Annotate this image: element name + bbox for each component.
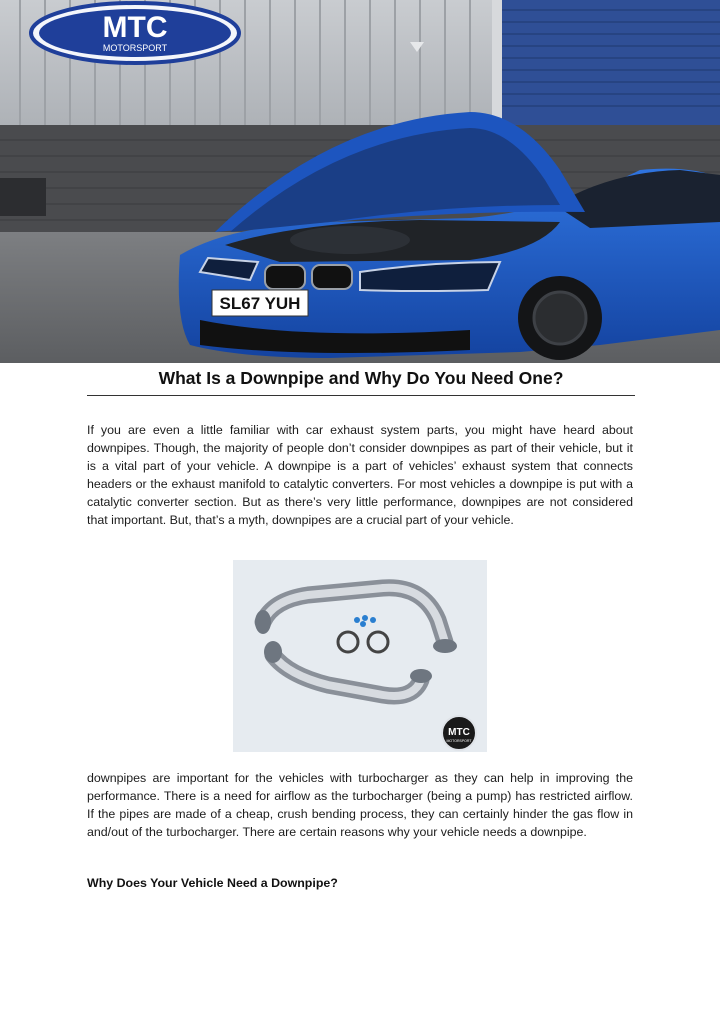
logo-main-text: MTC xyxy=(102,11,168,44)
intro-paragraph: If you are even a little familiar with car exhaust system parts, you might have heard about downpipes. Though, the majority of people don’t consider downpipes as part of their vehicle, but it is a vital part of your vehicle. A downpipe is a part of vehicles’ exhaust system that connects headers or the exhaust manifold to catalytic converters. For most vehicles a downpipe is put with a catalytic converter section. But as there’s very little performance, downpipes are not considered that important. But, that’s a myth, downpipes are a crucial part of your vehicle. xyxy=(87,423,633,527)
badge-main-text: MTC xyxy=(448,727,470,738)
hero-illustration xyxy=(0,0,720,363)
number-plate-text: SL67 YUH xyxy=(219,294,301,313)
hero-photo xyxy=(0,0,720,363)
downpipe-illustration xyxy=(233,560,487,752)
badge-sub-text: MOTORSPORT xyxy=(446,739,472,743)
turbo-paragraph: downpipes are important for the vehicles with turbocharger as they can help in improving the performance. There is a need for airflow as the turbocharger (being a pump) has restricted airflow. If the pipes are made of a cheap, crush bending process, they can certainly hinder the gas flow in and/out of the turbocharger. There are certain reasons why your vehicle needs a downpipe. xyxy=(87,771,633,839)
logo-sub-text: MOTORSPORT xyxy=(102,43,168,53)
section-subheading: Why Does Your Vehicle Need a Downpipe? xyxy=(87,876,338,890)
article-title: What Is a Downpipe and Why Do You Need One? xyxy=(87,368,635,396)
downpipe-product-photo xyxy=(233,560,487,752)
